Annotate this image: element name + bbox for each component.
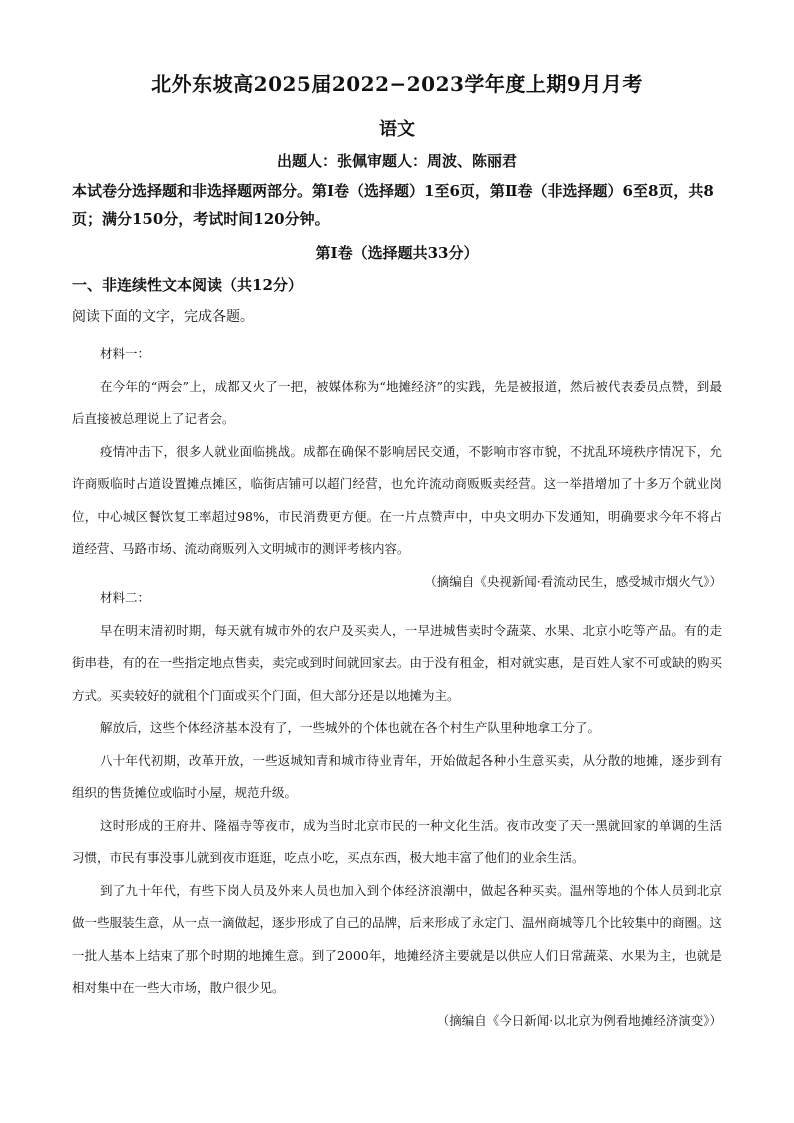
material-2-paragraph: 解放后，这些个体经济基本没有了，一些城外的个体也就在各个村生产队里种地拿工分了。 [100,720,601,735]
material-1 [72,338,722,598]
authors-line: 出题人：张佩审题人：周波、陈丽君 [276,152,517,170]
part-heading: 第Ⅰ卷（选择题共33分） [315,244,479,262]
material-1-source: （摘编自《央视新闻·看流动民生，感受城市烟火气》） [424,573,722,589]
material-1-paragraph: 在今年的“两会”上，成都又火了一把，被媒体称为“地摊经济”的实践，先是被报道，然后被代表委员点赞，到最后直接被总理说上了记者会。 [72,378,722,426]
exam-title: 北外东坡高2025届2022−2023学年度上期9月月考 [151,72,643,96]
material-2-source: （摘编自《今日新闻·以北京为例看地摊经济演变》） [436,1012,722,1028]
instruction: 阅读下面的文字，完成各题。 [72,309,254,325]
material-2-paragraph: 早在明末清初时期，每天就有城市外的农户及买卖人，一早进城售卖时令蔬菜、水果、北京小吃等产品。有的走街串巷，有的在一些指定地点售卖，卖完或到时间就回家去。由于没有租金，相对就实惠，是百姓人家不可或缺的购买方式。买卖较好的就租个门面或买个门面，但大部分还是以地摊为主。 [72,622,723,703]
material-2 [72,582,722,1037]
section-title: 一、非连续性文本阅读（共12分） [72,276,303,294]
subject-title: 语文 [379,119,415,140]
material-2-paragraph: 这时形成的王府井、隆福寺等夜市，成为当时北京市民的一种文化生活。夜市改变了天一黑就回家的单调的生活习惯，市民有事没事儿就到夜市逛逛，吃点小吃，买点东西，极大地丰富了他们的业余生活。 [72,817,722,865]
material-1-label: 材料一： [100,346,151,361]
material-1-paragraph: 疫情冲击下，很多人就业面临挑战。成都在确保不影响居民交通，不影响市容市貌，不扰乱环境秩序情况下，允许商贩临时占道设置摊点摊区，临街店铺可以超门经营，也允许流动商贩贩卖经营。这一举措增加了十多万个就业岗位，中心城区餐饮复工率超过98%，市民消费更方便。在一片点赞声中，中央文明办下发通知，明确要求今年不将占道经营、马路市场、流动商贩列入文明城市的测评考核内容。 [72,443,722,556]
material-2-label: 材料二： [100,590,151,605]
exam-intro: 本试卷分选择题和非选择题两部分。第Ⅰ卷（选择题）1至6页，第Ⅱ卷（非选择题）6至8页，共8页；满分150分，考试时间120分钟。 [72,182,714,228]
material-2-paragraph: 八十年代初期，改革开放，一些返城知青和城市待业青年，开始做起各种小生意买卖，从分散的地摊，逐步到有组织的售货摊位或临时小屋，规范升级。 [72,752,722,800]
material-2-paragraph: 到了九十年代，有些下岗人员及外来人员也加入到个体经济浪潮中，做起各种买卖。温州等地的个体人员到北京做一些服装生意，从一点一滴做起，逐步形成了自己的品牌，后来形成了永定门、温州商城等几个比较集中的商圈。这一批人基本上结束了那个时期的地摊生意。到了2000年，地摊经济主要就是以供应人们日常蔬菜、水果为主，也就是相对集中在一些大市场，散户很少见。 [72,882,723,995]
